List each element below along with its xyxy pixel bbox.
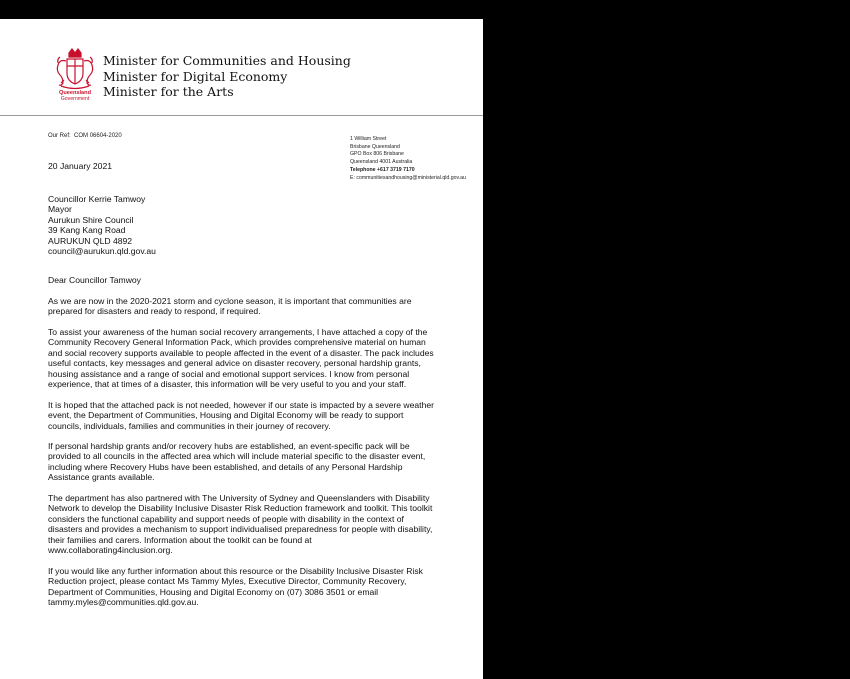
minister-title-1: Minister for Communities and Housing (103, 53, 351, 68)
paragraph-line: experience, that at times of a disaster, this information will be very useful to you and your staff. (48, 379, 407, 390)
paragraph-5 (48, 493, 432, 555)
paragraph-6 (48, 566, 423, 608)
email-label: E: (350, 174, 355, 181)
paragraph-line: If you would like any further information about this resource or the Disability Inclusive Disaster Risk (48, 566, 423, 576)
email-address: communitiesandhousing@ministerial.qld.gov.au (356, 174, 466, 181)
our-reference-value: COM 06604-2020 (74, 133, 122, 139)
letter-page (0, 19, 483, 679)
letter-date: 20 January 2021 (48, 161, 113, 171)
recipient-block (48, 194, 156, 256)
paragraph-line: including where Recovery Hubs have been established, and details of any Personal Hardship (48, 461, 403, 472)
sender-address-block (350, 136, 466, 182)
address-telephone (350, 167, 466, 175)
paragraph-3 (48, 400, 434, 431)
salutation: Dear Councillor Tamwoy (48, 275, 141, 285)
paragraph-line: It is hoped that the attached pack is not needed, however if our state is impacted by a severe weather (48, 400, 434, 410)
paragraph-line: disasters and provides a mechanism to support individualised preparedness for people with disability, (48, 524, 433, 535)
address-postcode: Queensland 4001 Australia (350, 159, 413, 166)
paragraph-line: prepared for disasters and ready to respond, if required. (48, 306, 261, 317)
paragraph-line: www.collaborating4inclusion.org. (48, 545, 173, 556)
crest-label-line-1: Queensland (58, 90, 92, 96)
paragraph-line: The department has also partnered with The University of Sydney and Queenslanders with Disability (48, 493, 430, 503)
recipient-line: Aurukun Shire Council (48, 214, 134, 225)
our-reference (48, 133, 122, 139)
minister-title-2: Minister for Digital Economy (103, 69, 288, 84)
crest-label-line-2: Government (60, 96, 90, 102)
telephone-number: +617 3719 7170 (377, 166, 415, 173)
paragraph-line: event, the Department of Communities, Housing and Digital Economy will be ready to support (48, 410, 404, 421)
our-reference-label: Our Ref: (48, 133, 71, 139)
paragraph-line: Reduction project, please contact Ms Tammy Myles, Executive Director, Community Recovery, (48, 576, 407, 587)
paragraph-line: councils, individuals, families and communities in their journey of recovery. (48, 420, 331, 431)
address-city: Brisbane Queensland (350, 143, 400, 150)
address-po-box: GPO Box 806 Brisbane (350, 151, 404, 158)
paragraph-line: useful contacts, key messages and general advice on disaster recovery, personal hardship grants, (48, 358, 421, 369)
recipient-line: 39 Kang Kang Road (48, 225, 126, 236)
queensland-crest-logo (52, 47, 98, 103)
paragraph-1 (48, 296, 412, 317)
recipient-email: council@aurukun.qld.gov.au (48, 246, 156, 257)
telephone-label: Telephone (350, 166, 376, 173)
paragraph-line: If personal hardship grants and/or recovery hubs are established, an event-specific pack will be (48, 441, 410, 451)
paragraph-line: As we are now in the 2020-2021 storm and cyclone season, it is important that communities are (48, 296, 412, 306)
paragraph-2 (48, 327, 434, 389)
paragraph-line: Assistance grants available. (48, 472, 155, 483)
header-divider (0, 115, 483, 116)
paragraph-line: To assist your awareness of the human social recovery arrangements, I have attached a copy of the (48, 327, 428, 337)
paragraph-line: their families and carers. Information about the toolkit can be found at (48, 534, 312, 545)
paragraph-line: tammy.myles@communities.qld.gov.au. (48, 597, 199, 608)
recipient-line: Councillor Kerrie Tamwoy (48, 194, 146, 204)
paragraph-line: provided to all councils in the affected area which will include material specific to the disaster event, (48, 451, 426, 462)
paragraph-line: housing assistance and a range of social and emotional support services. I know from personal (48, 368, 410, 379)
paragraph-line: Network to develop the Disability Inclusive Disaster Risk Reduction framework and toolkit. This toolkit (48, 503, 433, 514)
paragraph-line: and social recovery supports available to people affected in the event of a disaster. The pack includes (48, 347, 434, 358)
minister-title-3: Minister for the Arts (103, 84, 234, 99)
paragraph-line: Community Recovery General Information Pack, which provides comprehensive material on human (48, 337, 426, 348)
paragraph-4 (48, 441, 425, 483)
paragraph-line: Department of Communities, Housing and Digital Economy on (07) 3086 3501 or email (48, 586, 379, 597)
address-street: 1 William Street (350, 136, 387, 142)
recipient-line: Mayor (48, 204, 72, 215)
paragraph-line: considers the functional capability and support needs of people with disability in the context of (48, 513, 404, 524)
address-email (350, 175, 466, 183)
recipient-line: AURUKUN QLD 4892 (48, 235, 133, 246)
